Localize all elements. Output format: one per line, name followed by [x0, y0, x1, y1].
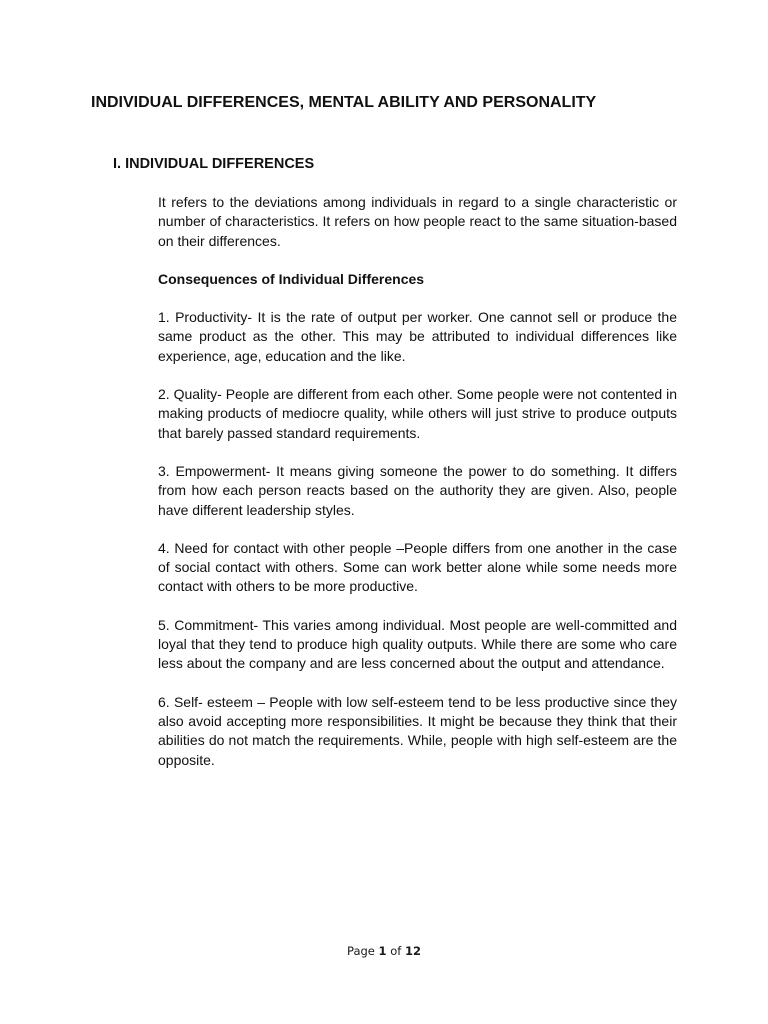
page-footer [0, 943, 768, 959]
consequences-heading: Consequences of Individual Differences [158, 270, 425, 287]
consequence-item-empowerment: 3. Empowerment- It means giving someone the power to do something. It differs from how each person reacts based on the authority they are given. Also, people have different leadership styles. [158, 462, 677, 518]
consequence-item-quality: 2. Quality- People are different from each other. Some people were not contented in making products of mediocre quality, while others will just strive to produce outputs that barely passed standard requirements. [158, 386, 677, 441]
intro-paragraph: It refers to the deviations among individuals in regard to a single characteristic or number of characteristics. It refers on how people react to the same situation-based on their differences. [158, 194, 677, 249]
section-heading: I. INDIVIDUAL DIFFERENCES [113, 156, 315, 172]
section-body [158, 193, 677, 770]
page-total: 12 [404, 944, 421, 958]
page-label: Page [347, 944, 375, 958]
consequence-item-commitment: 5. Commitment- This varies among individual. Most people are well-committed and loyal that they tend to produce high quality outputs. While there are some who care less about the company and are less concerned about the output and attendance. [158, 616, 677, 672]
consequence-item-self-esteem: 6. Self- esteem – People with low self-esteem tend to be less productive since they also avoid accepting more responsibilities. It might be because they think that their abilities do not match the requirements. While, people with high self-esteem are the opposite. [158, 693, 677, 768]
page-number: 1 [378, 944, 387, 958]
consequence-item-productivity: 1. Productivity- It is the rate of output per worker. One cannot sell or produce the same product as the other. This may be attributed to individual differences like experience, age, education and the like. [158, 309, 677, 364]
document-title: INDIVIDUAL DIFFERENCES, MENTAL ABILITY AND PERSONALITY [91, 94, 597, 111]
consequence-item-social-contact: 4. Need for contact with other people –People differs from one another in the case of social contact with others. Some can work better alone while some needs more contact with others to be more productive. [158, 539, 677, 595]
page-of-label: of [390, 944, 402, 958]
